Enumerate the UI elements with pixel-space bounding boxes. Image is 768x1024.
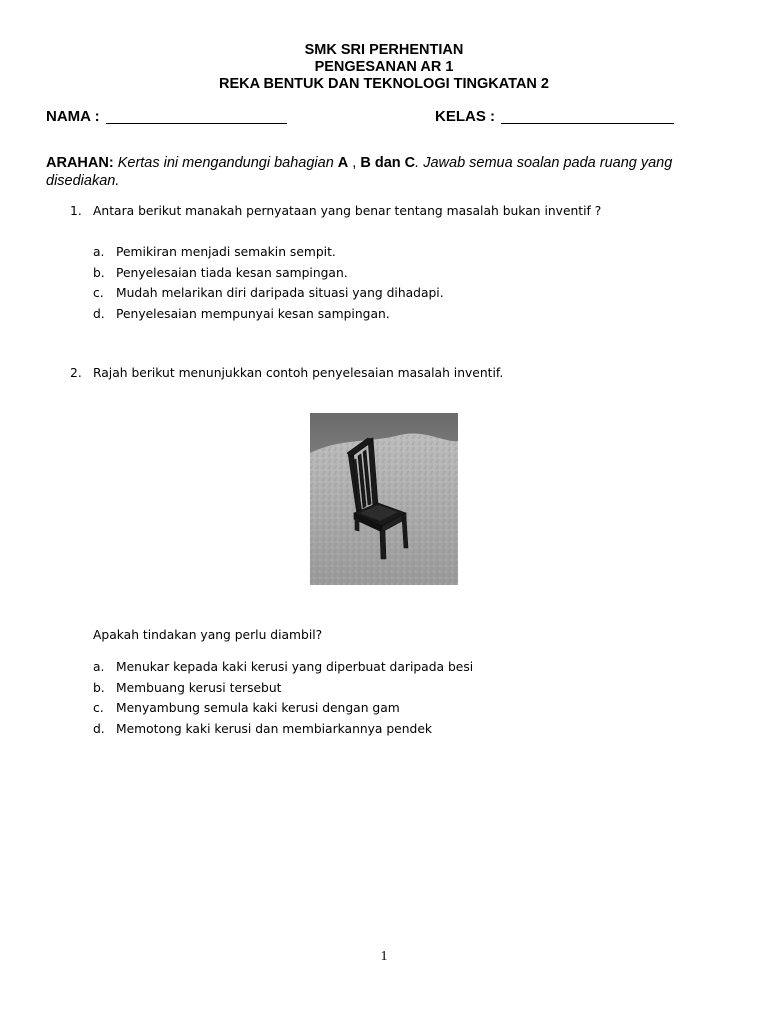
nama-field [46,108,287,125]
option[interactable] [93,306,444,327]
option-text: Pemikiran menjadi semakin sempit. [116,245,336,259]
question-2 [70,365,503,381]
option[interactable] [93,244,444,265]
option-text: Penyelesaian tiada kesan sampingan. [116,265,348,280]
option-letter: b. [93,680,105,695]
option[interactable] [93,680,473,701]
option-letter: b. [93,265,105,280]
option-text: Mudah melarikan diri daripada situasi yang dihadapi. [116,286,444,300]
instructions-label: ARAHAN: [46,155,114,171]
option-letter: d. [93,721,105,736]
instructions [46,154,736,190]
kelas-blank-line[interactable] [501,109,674,124]
option[interactable] [93,265,444,286]
question-number: 2. [70,366,82,380]
option-letter: d. [93,306,105,321]
option-text: Memotong kaki kerusi dan membiarkannya pendek [116,721,433,736]
part-a: A [337,155,349,171]
option[interactable] [93,721,473,742]
question-text: Antara berikut manakah pernyataan yang benar tentang masalah bukan inventif ? [93,204,602,218]
nama-label: NAMA : [46,108,100,125]
chair-photo [310,413,458,585]
option[interactable] [93,285,444,306]
option-letter: c. [93,286,104,300]
question-text: Rajah berikut menunjukkan contoh penyelesaian masalah inventif. [93,366,504,380]
nama-blank-line[interactable] [106,109,287,124]
subject-title: REKA BENTUK DAN TEKNOLOGI TINGKATAN 2 [218,76,549,92]
part-separator: , [348,155,361,171]
question-2-options [93,659,473,741]
question-1-options [93,244,444,326]
option[interactable] [93,659,473,680]
kelas-field [435,108,674,125]
option-text: Menukar kepada kaki kerusi yang diperbuat daripada besi [116,660,474,674]
option-letter: c. [93,701,104,715]
instructions-text-1: Kertas ini mengandungi bahagian [117,155,334,171]
kelas-label: KELAS : [435,108,495,125]
question-number: 1. [70,204,82,218]
option-text: Membuang kerusi tersebut [116,680,282,695]
exam-title: PENGESANAN AR 1 [314,59,454,75]
option-letter: a. [93,245,105,259]
school-name: SMK SRI PERHENTIAN [304,42,464,58]
chair-image [310,413,458,585]
part-b-c: B dan C [360,155,416,171]
question-1 [70,203,601,219]
option[interactable] [93,700,473,721]
question-2-prompt: Apakah tindakan yang perlu diambil? [93,628,323,642]
option-text: Penyelesaian mempunyai kesan sampingan. [116,306,390,321]
option-letter: a. [93,660,105,674]
instructions-text-2: . Jawab semua soalan pada ruang yang disediakan. [46,155,673,189]
option-text: Menyambung semula kaki kerusi dengan gam [116,701,400,715]
page-number: 1 [380,949,388,964]
document-header [0,42,768,93]
